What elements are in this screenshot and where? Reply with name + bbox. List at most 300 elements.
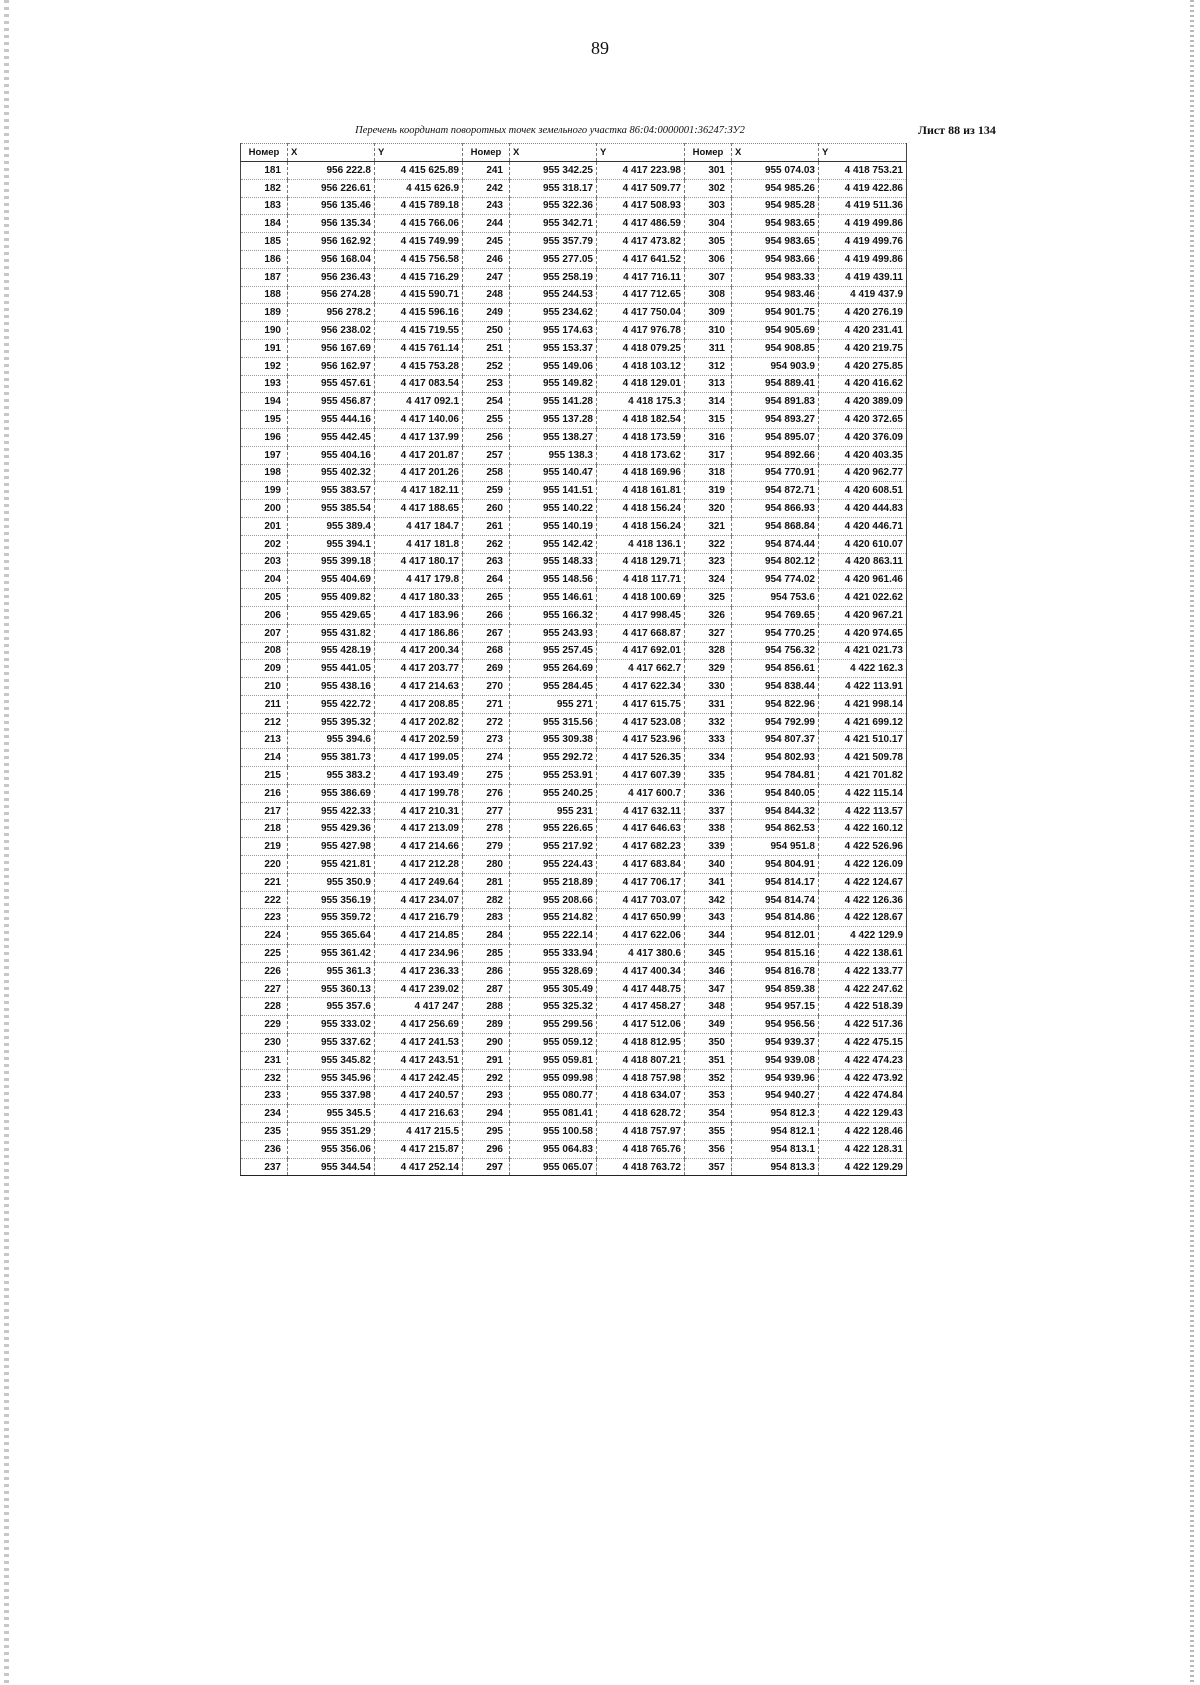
point-number: 235 [241,1123,288,1141]
y-coordinate: 4 417 202.82 [375,713,463,731]
y-coordinate: 4 417 137.99 [375,428,463,446]
y-coordinate: 4 417 183.96 [375,606,463,624]
table-row [241,464,907,482]
x-coordinate: 955 064.83 [510,1140,597,1158]
x-coordinate: 955 429.65 [288,606,375,624]
point-number: 309 [685,304,732,322]
header-y: Y [375,144,463,162]
x-coordinate: 955 409.82 [288,589,375,607]
point-number: 307 [685,268,732,286]
y-coordinate: 4 417 473.82 [597,233,685,251]
y-coordinate: 4 420 372.65 [819,411,907,429]
y-coordinate: 4 415 756.58 [375,250,463,268]
table-row [241,589,907,607]
x-coordinate: 955 350.9 [288,873,375,891]
point-number: 196 [241,428,288,446]
point-number: 182 [241,179,288,197]
table-row [241,428,907,446]
y-coordinate: 4 417 208.85 [375,695,463,713]
table-row [241,873,907,891]
point-number: 349 [685,1016,732,1034]
x-coordinate: 955 264.69 [510,660,597,678]
x-coordinate: 955 234.62 [510,304,597,322]
point-number: 316 [685,428,732,446]
table-row [241,250,907,268]
point-number: 194 [241,393,288,411]
y-coordinate: 4 422 474.23 [819,1051,907,1069]
header-number: Номер [685,144,732,162]
point-number: 310 [685,322,732,340]
y-coordinate: 4 415 749.99 [375,233,463,251]
point-number: 181 [241,162,288,180]
x-coordinate: 954 840.05 [732,784,819,802]
page-number: 89 [591,38,609,58]
point-number: 284 [463,927,510,945]
x-coordinate: 955 080.77 [510,1087,597,1105]
y-coordinate: 4 422 474.84 [819,1087,907,1105]
table-row [241,731,907,749]
x-coordinate: 955 149.06 [510,357,597,375]
x-coordinate: 954 889.41 [732,375,819,393]
point-number: 231 [241,1051,288,1069]
y-coordinate: 4 417 400.34 [597,962,685,980]
y-coordinate: 4 417 712.65 [597,286,685,304]
y-coordinate: 4 419 499.86 [819,250,907,268]
point-number: 200 [241,500,288,518]
point-number: 259 [463,482,510,500]
y-coordinate: 4 417 193.49 [375,767,463,785]
x-coordinate: 956 162.92 [288,233,375,251]
x-coordinate: 955 149.82 [510,375,597,393]
y-coordinate: 4 418 182.54 [597,411,685,429]
x-coordinate: 955 399.18 [288,553,375,571]
point-number: 202 [241,535,288,553]
y-coordinate: 4 417 241.53 [375,1034,463,1052]
x-coordinate: 955 140.19 [510,517,597,535]
point-number: 214 [241,749,288,767]
x-coordinate: 955 174.63 [510,322,597,340]
x-coordinate: 954 983.46 [732,286,819,304]
point-number: 186 [241,250,288,268]
x-coordinate: 955 422.33 [288,802,375,820]
y-coordinate: 4 418 156.24 [597,500,685,518]
y-coordinate: 4 417 622.06 [597,927,685,945]
point-number: 296 [463,1140,510,1158]
header-number: Номер [463,144,510,162]
point-number: 244 [463,215,510,233]
point-number: 312 [685,357,732,375]
y-coordinate: 4 418 129.01 [597,375,685,393]
x-coordinate: 955 243.93 [510,624,597,642]
y-coordinate: 4 417 199.05 [375,749,463,767]
x-coordinate: 954 770.91 [732,464,819,482]
y-coordinate: 4 417 509.77 [597,179,685,197]
x-coordinate: 954 838.44 [732,678,819,696]
point-number: 254 [463,393,510,411]
point-number: 286 [463,962,510,980]
x-coordinate: 955 214.82 [510,909,597,927]
y-coordinate: 4 417 600.7 [597,784,685,802]
x-coordinate: 956 222.8 [288,162,375,180]
y-coordinate: 4 417 200.34 [375,642,463,660]
point-number: 190 [241,322,288,340]
x-coordinate: 954 956.56 [732,1016,819,1034]
x-coordinate: 955 333.94 [510,945,597,963]
point-number: 227 [241,980,288,998]
y-coordinate: 4 417 512.06 [597,1016,685,1034]
x-coordinate: 954 901.75 [732,304,819,322]
table-row [241,179,907,197]
table-row [241,215,907,233]
header-x: X [510,144,597,162]
y-coordinate: 4 422 133.77 [819,962,907,980]
point-number: 283 [463,909,510,927]
point-number: 350 [685,1034,732,1052]
point-number: 346 [685,962,732,980]
y-coordinate: 4 417 201.26 [375,464,463,482]
y-coordinate: 4 418 156.24 [597,517,685,535]
x-coordinate: 956 278.2 [288,304,375,322]
table-header-row [241,144,907,162]
x-coordinate: 955 360.13 [288,980,375,998]
x-coordinate: 954 893.27 [732,411,819,429]
y-coordinate: 4 420 444.83 [819,500,907,518]
x-coordinate: 955 386.69 [288,784,375,802]
point-number: 189 [241,304,288,322]
table-row [241,446,907,464]
table-row [241,1105,907,1123]
x-coordinate: 955 404.69 [288,571,375,589]
x-coordinate: 955 138.3 [510,446,597,464]
point-number: 206 [241,606,288,624]
point-number: 225 [241,945,288,963]
x-coordinate: 954 814.74 [732,891,819,909]
y-coordinate: 4 422 247.62 [819,980,907,998]
point-number: 301 [685,162,732,180]
table-row [241,322,907,340]
point-number: 353 [685,1087,732,1105]
x-coordinate: 954 892.66 [732,446,819,464]
y-coordinate: 4 420 446.71 [819,517,907,535]
y-coordinate: 4 417 523.08 [597,713,685,731]
y-coordinate: 4 417 641.52 [597,250,685,268]
point-number: 288 [463,998,510,1016]
point-number: 261 [463,517,510,535]
x-coordinate: 956 226.61 [288,179,375,197]
point-number: 216 [241,784,288,802]
point-number: 354 [685,1105,732,1123]
x-coordinate: 955 457.61 [288,375,375,393]
x-coordinate: 955 222.14 [510,927,597,945]
point-number: 330 [685,678,732,696]
point-number: 226 [241,962,288,980]
y-coordinate: 4 418 765.76 [597,1140,685,1158]
x-coordinate: 954 891.83 [732,393,819,411]
point-number: 233 [241,1087,288,1105]
point-number: 271 [463,695,510,713]
y-coordinate: 4 417 380.6 [597,945,685,963]
x-coordinate: 955 402.32 [288,464,375,482]
point-number: 250 [463,322,510,340]
point-number: 218 [241,820,288,838]
table-row [241,1140,907,1158]
point-number: 230 [241,1034,288,1052]
x-coordinate: 956 274.28 [288,286,375,304]
x-coordinate: 955 315.56 [510,713,597,731]
y-coordinate: 4 418 161.81 [597,482,685,500]
y-coordinate: 4 417 216.79 [375,909,463,927]
point-number: 306 [685,250,732,268]
x-coordinate: 955 361.42 [288,945,375,963]
x-coordinate: 955 217.92 [510,838,597,856]
x-coordinate: 955 208.66 [510,891,597,909]
x-coordinate: 954 951.8 [732,838,819,856]
point-number: 199 [241,482,288,500]
table-row [241,286,907,304]
point-number: 326 [685,606,732,624]
point-number: 277 [463,802,510,820]
point-number: 281 [463,873,510,891]
y-coordinate: 4 417 632.11 [597,802,685,820]
y-coordinate: 4 420 219.75 [819,339,907,357]
y-coordinate: 4 422 526.96 [819,838,907,856]
table-row [241,553,907,571]
y-coordinate: 4 419 511.36 [819,197,907,215]
x-coordinate: 954 856.61 [732,660,819,678]
point-number: 339 [685,838,732,856]
point-number: 270 [463,678,510,696]
point-number: 236 [241,1140,288,1158]
table-row [241,268,907,286]
point-number: 274 [463,749,510,767]
x-coordinate: 955 421.81 [288,856,375,874]
y-coordinate: 4 417 692.01 [597,642,685,660]
point-number: 207 [241,624,288,642]
point-number: 338 [685,820,732,838]
table-row [241,945,907,963]
point-number: 357 [685,1158,732,1176]
y-coordinate: 4 417 216.63 [375,1105,463,1123]
x-coordinate: 955 345.5 [288,1105,375,1123]
x-coordinate: 954 802.93 [732,749,819,767]
point-number: 210 [241,678,288,696]
x-coordinate: 954 985.26 [732,179,819,197]
point-number: 251 [463,339,510,357]
table-row [241,411,907,429]
y-coordinate: 4 417 256.69 [375,1016,463,1034]
x-coordinate: 954 802.12 [732,553,819,571]
x-coordinate: 955 356.06 [288,1140,375,1158]
y-coordinate: 4 419 439.11 [819,268,907,286]
y-coordinate: 4 417 508.93 [597,197,685,215]
table-row [241,339,907,357]
point-number: 255 [463,411,510,429]
y-coordinate: 4 417 716.11 [597,268,685,286]
table-row [241,162,907,180]
point-number: 314 [685,393,732,411]
y-coordinate: 4 415 625.89 [375,162,463,180]
point-number: 305 [685,233,732,251]
table-row [241,1123,907,1141]
point-number: 217 [241,802,288,820]
y-coordinate: 4 422 129.9 [819,927,907,945]
y-coordinate: 4 417 214.63 [375,678,463,696]
y-coordinate: 4 417 646.63 [597,820,685,838]
table-row [241,1069,907,1087]
table-row [241,624,907,642]
y-coordinate: 4 417 486.59 [597,215,685,233]
y-coordinate: 4 421 701.82 [819,767,907,785]
x-coordinate: 955 309.38 [510,731,597,749]
point-number: 257 [463,446,510,464]
y-coordinate: 4 417 243.51 [375,1051,463,1069]
x-coordinate: 955 442.45 [288,428,375,446]
y-coordinate: 4 422 113.91 [819,678,907,696]
x-coordinate: 955 148.56 [510,571,597,589]
y-coordinate: 4 422 517.36 [819,1016,907,1034]
point-number: 285 [463,945,510,963]
point-number: 223 [241,909,288,927]
x-coordinate: 955 404.16 [288,446,375,464]
table-row [241,767,907,785]
point-number: 211 [241,695,288,713]
point-number: 258 [463,464,510,482]
y-coordinate: 4 422 128.46 [819,1123,907,1141]
point-number: 187 [241,268,288,286]
x-coordinate: 955 140.22 [510,500,597,518]
y-coordinate: 4 415 766.06 [375,215,463,233]
y-coordinate: 4 420 967.21 [819,606,907,624]
y-coordinate: 4 421 998.14 [819,695,907,713]
y-coordinate: 4 417 526.35 [597,749,685,767]
table-row [241,856,907,874]
x-coordinate: 954 859.38 [732,980,819,998]
x-coordinate: 955 142.42 [510,535,597,553]
y-coordinate: 4 417 252.14 [375,1158,463,1176]
point-number: 320 [685,500,732,518]
x-coordinate: 954 985.28 [732,197,819,215]
y-coordinate: 4 417 188.65 [375,500,463,518]
table-row [241,909,907,927]
x-coordinate: 954 813.1 [732,1140,819,1158]
table-row [241,571,907,589]
y-coordinate: 4 422 126.36 [819,891,907,909]
y-coordinate: 4 417 615.75 [597,695,685,713]
point-number: 328 [685,642,732,660]
point-number: 195 [241,411,288,429]
point-number: 242 [463,179,510,197]
point-number: 256 [463,428,510,446]
x-coordinate: 954 822.96 [732,695,819,713]
scan-edge-right [1190,0,1194,1685]
y-coordinate: 4 417 750.04 [597,304,685,322]
point-number: 237 [241,1158,288,1176]
point-number: 345 [685,945,732,963]
x-coordinate: 954 905.69 [732,322,819,340]
table-row [241,357,907,375]
y-coordinate: 4 415 590.71 [375,286,463,304]
y-coordinate: 4 420 863.11 [819,553,907,571]
point-number: 275 [463,767,510,785]
header-y: Y [597,144,685,162]
point-number: 228 [241,998,288,1016]
x-coordinate: 955 065.07 [510,1158,597,1176]
point-number: 264 [463,571,510,589]
y-coordinate: 4 417 210.31 [375,802,463,820]
x-coordinate: 955 081.41 [510,1105,597,1123]
point-number: 295 [463,1123,510,1141]
y-coordinate: 4 421 510.17 [819,731,907,749]
point-number: 272 [463,713,510,731]
y-coordinate: 4 417 234.07 [375,891,463,909]
point-number: 292 [463,1069,510,1087]
table-row [241,482,907,500]
point-number: 356 [685,1140,732,1158]
y-coordinate: 4 417 180.33 [375,589,463,607]
x-coordinate: 955 257.45 [510,642,597,660]
point-number: 340 [685,856,732,874]
point-number: 311 [685,339,732,357]
x-coordinate: 955 429.36 [288,820,375,838]
point-number: 290 [463,1034,510,1052]
point-number: 198 [241,464,288,482]
x-coordinate: 955 395.32 [288,713,375,731]
x-coordinate: 954 844.32 [732,802,819,820]
point-number: 192 [241,357,288,375]
x-coordinate: 955 140.47 [510,464,597,482]
x-coordinate: 955 292.72 [510,749,597,767]
scan-edge-left [4,0,9,1685]
point-number: 267 [463,624,510,642]
x-coordinate: 955 299.56 [510,1016,597,1034]
table-row [241,393,907,411]
y-coordinate: 4 417 239.02 [375,980,463,998]
point-number: 209 [241,660,288,678]
x-coordinate: 954 866.93 [732,500,819,518]
point-number: 282 [463,891,510,909]
table-row [241,233,907,251]
point-number: 229 [241,1016,288,1034]
table-row [241,962,907,980]
point-number: 215 [241,767,288,785]
x-coordinate: 955 253.91 [510,767,597,785]
y-coordinate: 4 417 703.07 [597,891,685,909]
table-row [241,695,907,713]
y-coordinate: 4 422 124.67 [819,873,907,891]
y-coordinate: 4 417 202.59 [375,731,463,749]
y-coordinate: 4 417 607.39 [597,767,685,785]
y-coordinate: 4 419 437.9 [819,286,907,304]
y-coordinate: 4 418 757.98 [597,1069,685,1087]
y-coordinate: 4 420 276.19 [819,304,907,322]
point-number: 341 [685,873,732,891]
y-coordinate: 4 422 162.3 [819,660,907,678]
y-coordinate: 4 418 129.71 [597,553,685,571]
x-coordinate: 955 394.6 [288,731,375,749]
x-coordinate: 955 438.16 [288,678,375,696]
y-coordinate: 4 418 136.1 [597,535,685,553]
point-number: 322 [685,535,732,553]
x-coordinate: 956 135.34 [288,215,375,233]
y-coordinate: 4 417 998.45 [597,606,685,624]
x-coordinate: 954 784.81 [732,767,819,785]
y-coordinate: 4 417 181.8 [375,535,463,553]
x-coordinate: 955 218.89 [510,873,597,891]
x-coordinate: 955 361.3 [288,962,375,980]
x-coordinate: 954 874.44 [732,535,819,553]
x-coordinate: 954 939.96 [732,1069,819,1087]
x-coordinate: 955 231 [510,802,597,820]
